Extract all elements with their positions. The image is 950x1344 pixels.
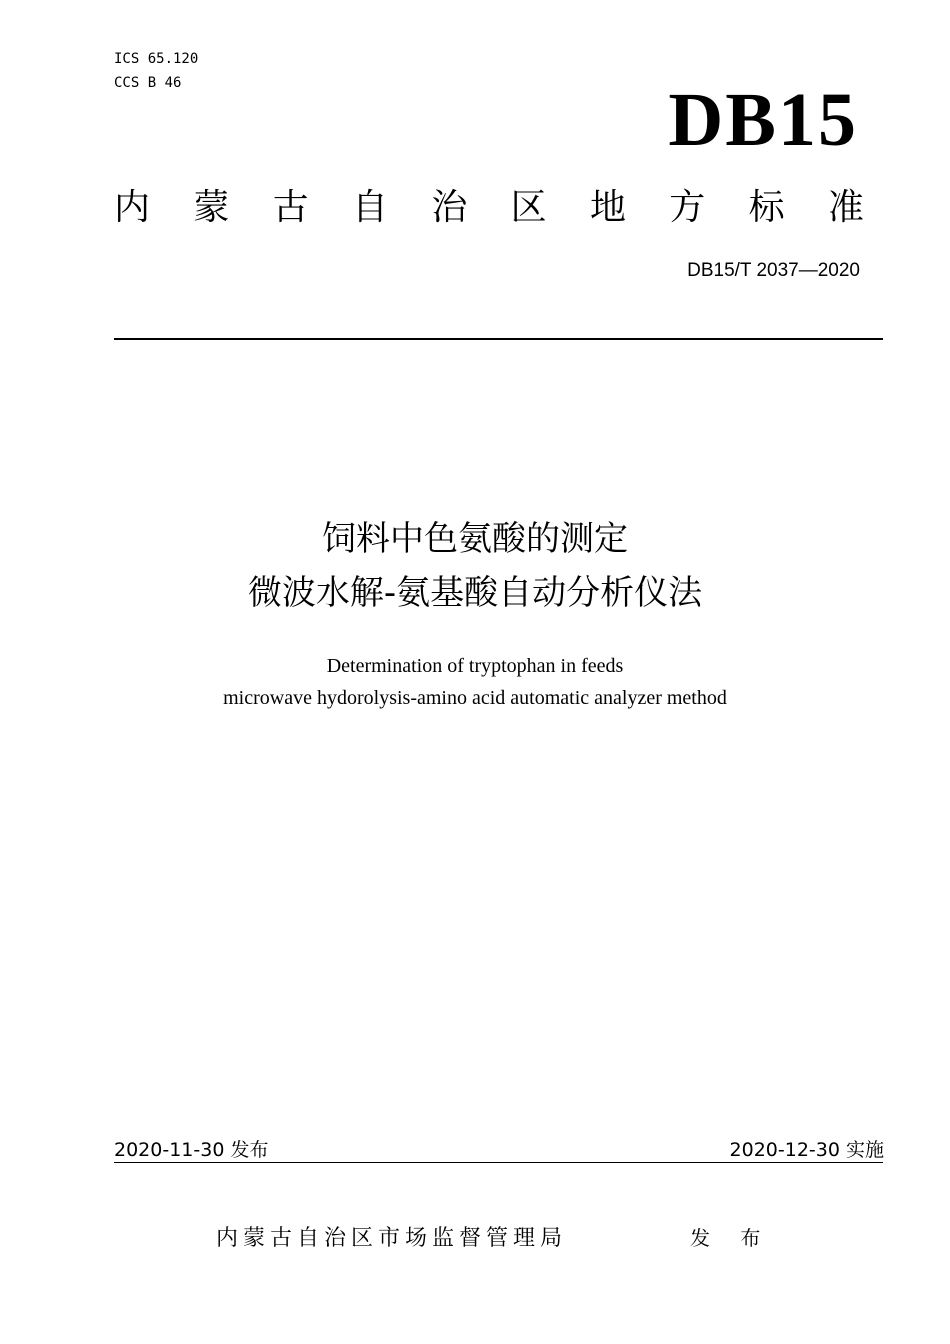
title-cn-line2: 微波水解-氨基酸自动分析仪法: [247, 573, 703, 613]
header-divider: [114, 338, 883, 340]
ics-code: ICS 65.120: [114, 51, 199, 67]
issue-label: 发 布: [690, 1226, 773, 1250]
publish-date: 2020-11-30 发布: [114, 1139, 269, 1161]
standard-type-char: 方: [669, 187, 706, 228]
standard-type-char: 地: [589, 187, 626, 228]
standard-number: DB15/T 2037—2020: [687, 260, 860, 281]
standard-type-char: 准: [827, 187, 864, 228]
title-en-line2: microwave hydorolysis-amino acid automatic analyzer method: [223, 687, 727, 709]
footer-divider: [114, 1162, 883, 1163]
title-cn-line1: 饲料中色氨酸的测定: [322, 519, 628, 559]
standard-logo: DB15: [668, 78, 858, 162]
classification-codes: [114, 48, 198, 96]
ccs-code: CCS B 46: [114, 75, 182, 91]
standard-type-char: 区: [510, 187, 547, 228]
standard-type-char: 自: [351, 187, 388, 228]
implement-date: 2020-12-30 实施: [729, 1139, 884, 1161]
title-en-line1: Determination of tryptophan in feeds: [326, 655, 624, 677]
standard-type-char: 古: [272, 187, 309, 228]
standard-type-char: 治: [431, 187, 468, 228]
standard-type-heading: [114, 186, 864, 230]
standard-type-char: 蒙: [193, 187, 230, 228]
issuing-authority: 内蒙古自治区市场监督管理局: [216, 1226, 568, 1251]
standard-type-char: 标: [748, 187, 785, 228]
standard-type-char: 内: [114, 187, 151, 228]
